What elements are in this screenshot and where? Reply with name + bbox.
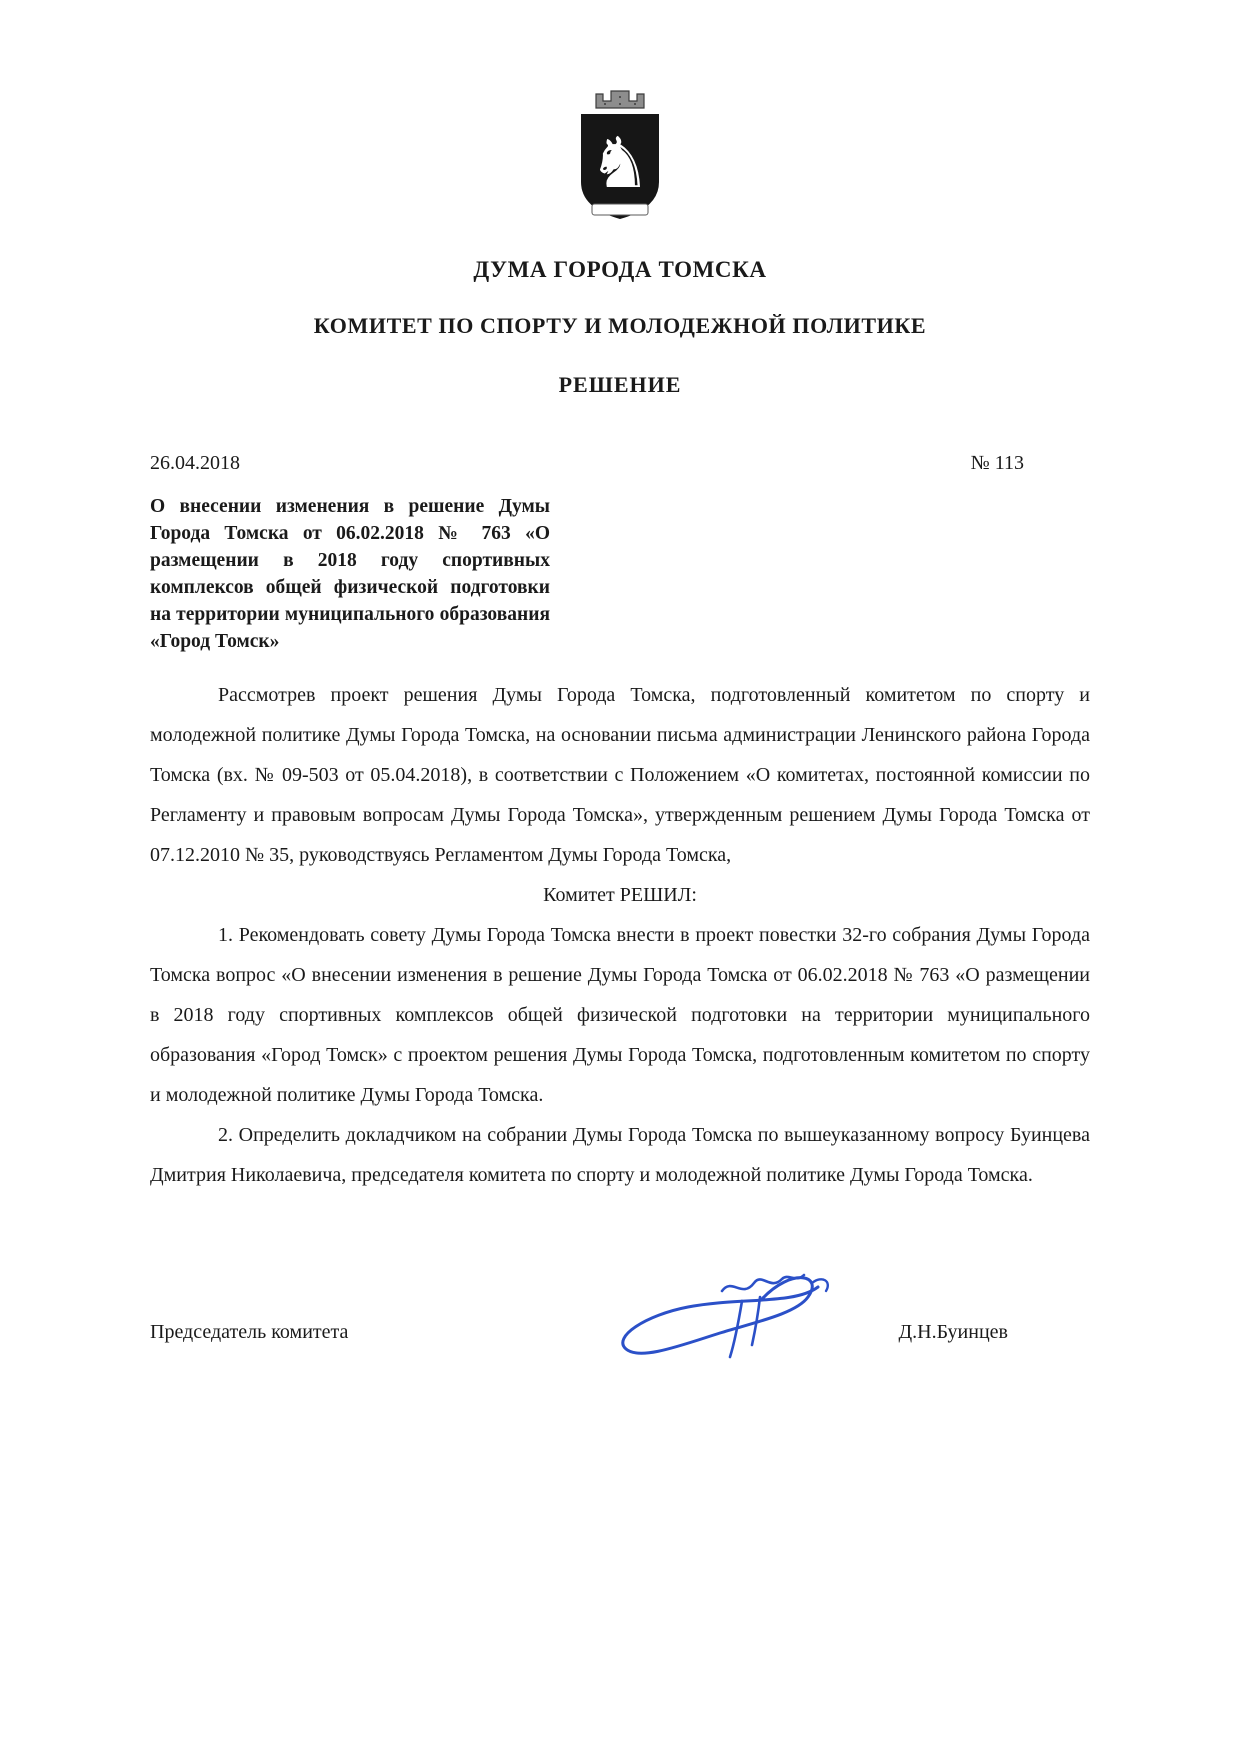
resolution-item-1: 1. Рекомендовать совету Думы Города Томска внести в проект повестки 32-го собрания Думы Города Томска вопрос «О внесении изменения в решение Думы Города Томска от 06.02.2018 № 763 «О размещении в 2018 году спортивных комплексов общей физической подготовки на территории муниципального образования «Город Томск» с проектом решения Думы Города Томска, подготовленным комитетом по спорту и молодежной политике Думы Города Томска. [150, 924, 1090, 1106]
horse-icon: ♞ [588, 122, 652, 204]
committee-title: КОМИТЕТ ПО СПОРТУ И МОЛОДЕЖНОЙ ПОЛИТИКЕ [313, 313, 927, 338]
resolution-item-2: 2. Определить докладчиком на собрании Думы Города Томска по вышеуказанному вопросу Буинцева Дмитрия Николаевича, председателя комитета по спорту и молодежной политике Думы Города Томска. [150, 1124, 1090, 1186]
resolution-heading: Комитет РЕШИЛ: [543, 884, 697, 906]
motto-ribbon [592, 204, 648, 215]
handwritten-signature-icon [602, 1257, 852, 1387]
tomsk-coat-of-arms-icon [572, 82, 668, 238]
document-number: № 113 [970, 452, 1024, 474]
document-date: 26.04.2018 [150, 452, 240, 474]
document-subject: О внесении изменения в решение Думы Города Томска от 06.02.2018 № 763 «О размещении в 2018 году спортивных комплексов общей физической подготовки на территории муниципального образования «Город Томск» [150, 496, 550, 652]
document-type-title: РЕШЕНИЕ [558, 372, 682, 397]
signature-block [150, 1279, 1090, 1409]
signer-position-label: Председатель комитета [150, 1321, 349, 1343]
emblem-container [150, 0, 1090, 243]
meta-row [150, 452, 1090, 475]
signer-name: Д.Н.Буинцев [898, 1321, 1008, 1343]
organization-title: ДУМА ГОРОДА ТОМСКА [473, 257, 767, 282]
mural-crown-icon [596, 91, 644, 108]
preamble-paragraph: Рассмотрев проект решения Думы Города Томска, подготовленный комитетом по спорту и молодежной политике Думы Города Томска, на основании письма администрации Ленинского района Города Томска (вх. № 09-503 от 05.04.2018), в соответствии с Положением «О комитетах, постоянной комиссии по Регламенту и правовым вопросам Думы Города Томска», утвержденным решением Думы Города Томска от 07.12.2010 № 35, руководствуясь Регламентом Думы Города Томска, [150, 684, 1090, 866]
